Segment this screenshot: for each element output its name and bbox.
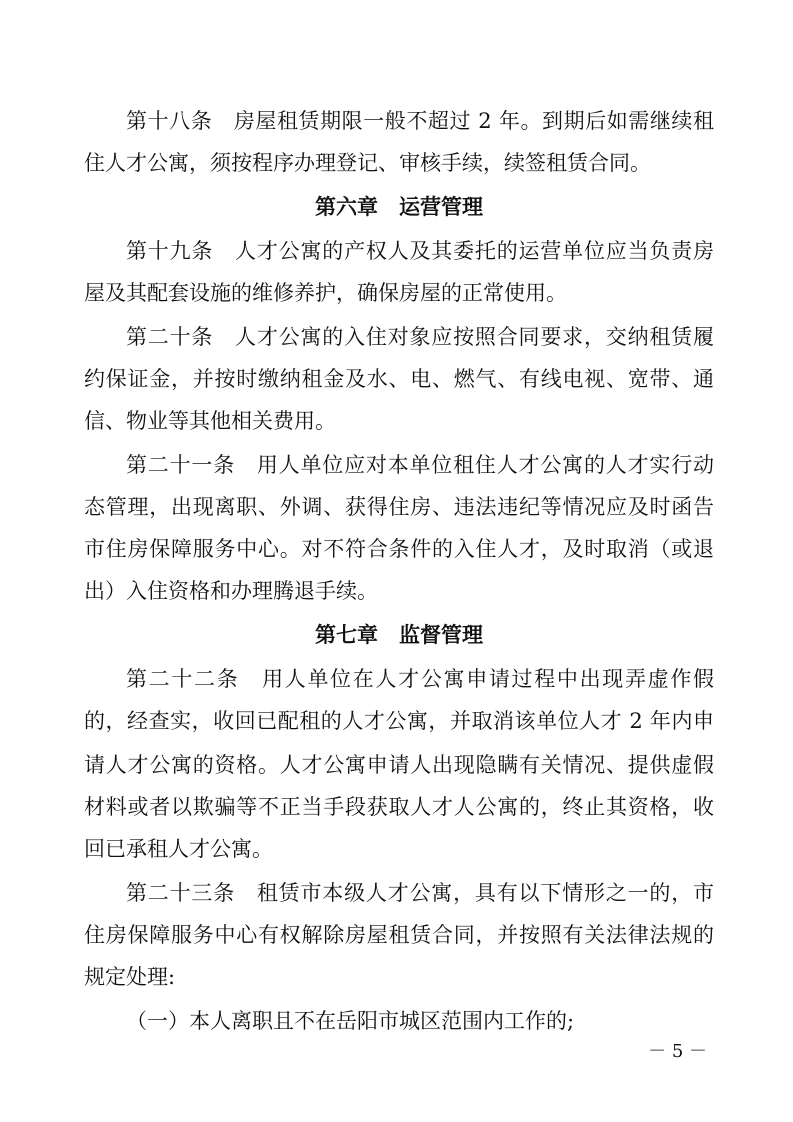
article-20-line-2: 约保证金，并按时缴纳租金及水、电、燃气、有线电视、宽带、通 [84,367,714,391]
article-21-line-2: 态管理，出现离职、外调、获得住房、违法违纪等情况应及时函告 [84,495,714,519]
article-21-line-3: 市住房保障服务中心。对不符合条件的入住人才，及时取消（或退 [84,537,714,561]
article-21-line-4: 出）入住资格和办理腾退手续。 [84,579,378,603]
article-23-line-2: 住房保障服务中心有权解除房屋租赁合同，并按照有关法律法规的 [84,923,714,947]
article-20-line-3: 信、物业等其他相关费用。 [84,409,336,433]
article-21-line-1: 第二十一条 用人单位应对本单位租住人才公寓的人才实行动 [126,453,714,477]
article-22-line-2: 的，经查实，收回已配租的人才公寓，并取消该单位人才 2 年内申 [84,709,714,733]
chapter-7-heading: 第七章 监督管理 [315,623,483,647]
article-22-line-3: 请人才公寓的资格。人才公寓申请人出现隐瞒有关情况、提供虚假 [84,753,714,777]
article-23-line-1: 第二十三条 租赁市本级人才公寓，具有以下情形之一的，市 [126,881,714,905]
article-23-item-1: （一）本人离职且不在岳阳市城区范围内工作的; [126,1009,575,1033]
article-19-line-2: 屋及其配套设施的维修养护，确保房屋的正常使用。 [84,281,567,305]
article-22-line-1: 第二十二条 用人单位在人才公寓申请过程中出现弄虚作假 [126,667,714,691]
article-22-line-4: 材料或者以欺骗等不正当手段获取人才人公寓的，终止其资格，收 [84,795,714,819]
article-22-line-5: 回已承租人才公寓。 [84,837,273,861]
article-18-line-2: 住人才公寓，须按程序办理登记、审核手续，续签租赁合同。 [84,151,651,175]
page-number: － 5 － [648,1041,707,1062]
chapter-6-heading: 第六章 运营管理 [315,195,483,219]
article-20-line-1: 第二十条 人才公寓的入住对象应按照合同要求，交纳租赁履 [126,325,714,349]
article-23-line-3: 规定处理: [84,965,176,989]
article-19-line-1: 第十九条 人才公寓的产权人及其委托的运营单位应当负责房 [126,239,714,263]
article-18-line-1: 第十八条 房屋租赁期限一般不超过 2 年。到期后如需继续租 [126,109,714,133]
